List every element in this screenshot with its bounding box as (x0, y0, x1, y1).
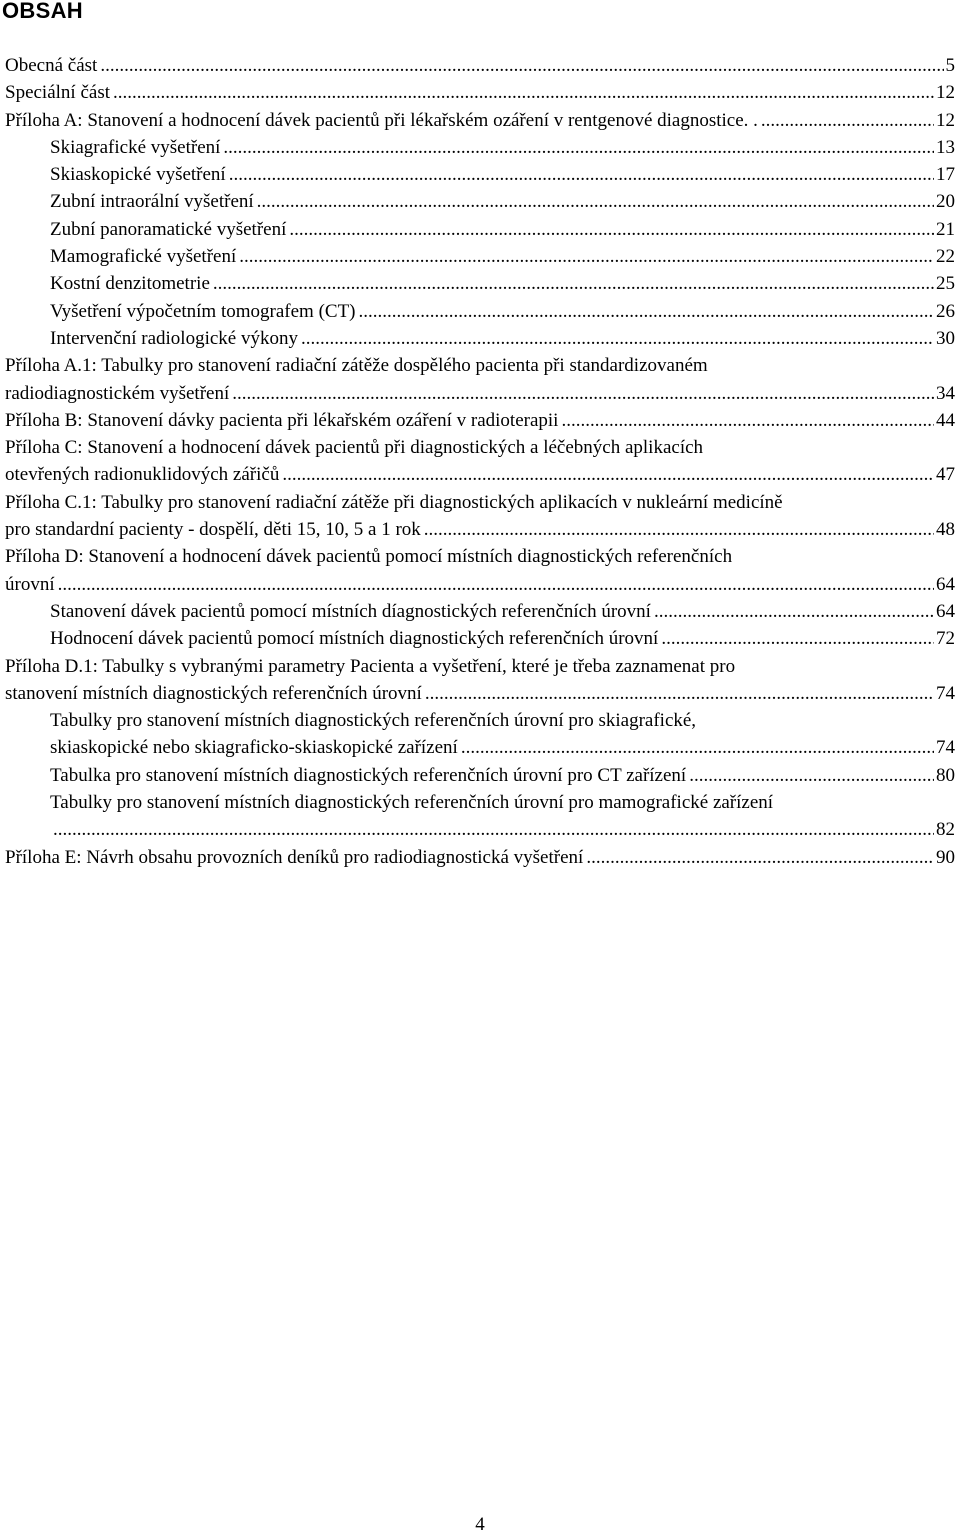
toc-page-number: 30 (936, 327, 955, 349)
toc-entry-title: Tabulka pro stanovení místních diagnostických referenčních úrovní pro CT zařízení (50, 764, 687, 786)
toc-dot-leader (561, 407, 934, 434)
toc-entry[interactable] (5, 762, 955, 789)
toc-entry-title: stanovení místních diagnostických referenčních úrovní (5, 682, 422, 704)
toc-entry[interactable] (5, 325, 955, 352)
toc-entry[interactable] (5, 188, 955, 215)
toc-entry[interactable] (5, 407, 955, 434)
toc-entry-first-line (5, 489, 955, 516)
toc-dot-leader (359, 298, 934, 325)
toc-entry-title: pro standardní pacienty - dospělí, děti 15, 10, 5 a 1 rok (5, 519, 421, 541)
toc-entry[interactable] (5, 270, 955, 297)
toc-entry[interactable] (5, 380, 955, 407)
toc-page-number: 48 (936, 519, 955, 541)
toc-dot-leader (232, 380, 934, 407)
toc-entry-title: Příloha A.1: Tabulky pro stanovení radiační zátěže dospělého pacienta při standardizovaném (5, 355, 708, 377)
toc-page-number: 64 (936, 600, 955, 622)
toc-entry[interactable] (5, 598, 955, 625)
toc-entry-title: Příloha C.1: Tabulky pro stanovení radiační zátěže při diagnostických aplikacích v nukleární medicíně (5, 491, 783, 513)
toc-dot-leader (424, 516, 934, 543)
toc-entry-title: Příloha C: Stanovení a hodnocení dávek pacientů při diagnostických a léčebných aplikacích (5, 437, 704, 459)
toc-entry[interactable] (5, 107, 955, 134)
toc-page-number: 12 (936, 82, 955, 104)
toc-entry-title: Zubní intraorální vyšetření (50, 191, 254, 213)
toc-dot-leader (761, 107, 934, 134)
toc-entry[interactable] (5, 298, 955, 325)
toc-entry[interactable] (5, 52, 955, 79)
toc-dot-leader (223, 134, 934, 161)
toc-entry[interactable] (5, 243, 955, 270)
toc-dot-leader (239, 243, 934, 270)
toc-entry[interactable] (5, 734, 955, 761)
toc-dot-leader (113, 79, 934, 106)
toc-page-number: 82 (936, 819, 955, 841)
toc-entry-title: Tabulky pro stanovení místních diagnostických referenčních úrovní pro skiagrafické, (50, 710, 697, 732)
toc-dot-leader (654, 598, 934, 625)
toc-page-number: 17 (936, 164, 955, 186)
toc-entry-title: Speciální část (5, 82, 110, 104)
toc-entry[interactable] (5, 625, 955, 652)
toc-dot-leader (461, 734, 934, 761)
toc-entry-title: Hodnocení dávek pacientů pomocí místních diagnostických referenčních úrovní (50, 628, 659, 650)
toc-page-number: 74 (936, 737, 955, 759)
toc-entry-title: Tabulky pro stanovení místních diagnostických referenčních úrovní pro mamografické zařízení (50, 792, 774, 814)
toc-entry-title: Příloha D.1: Tabulky s vybranými parametry Pacienta a vyšetření, které je třeba zaznamenat pro (5, 655, 736, 677)
toc-dot-leader (689, 762, 934, 789)
toc-dot-leader (257, 188, 934, 215)
toc-entry-first-line (5, 789, 955, 816)
toc-dot-leader (586, 844, 934, 871)
page-number: 4 (475, 1514, 485, 1535)
toc-dot-leader (229, 161, 934, 188)
toc-entry-title: Skiaskopické vyšetření (50, 164, 226, 186)
toc-entry-first-line (5, 543, 955, 570)
toc-entry-title: Kostní denzitometrie (50, 273, 210, 295)
toc-dot-leader (289, 216, 934, 243)
toc-page-number: 90 (936, 846, 955, 868)
toc-entry-first-line (5, 434, 955, 461)
toc-entry[interactable] (5, 516, 955, 543)
toc-dot-leader (213, 270, 934, 297)
toc-page-number: 25 (936, 273, 955, 295)
toc-page-number: 44 (936, 409, 955, 431)
toc-page-number: 12 (936, 109, 955, 131)
toc-entry-title: radiodiagnostickém vyšetření (5, 382, 230, 404)
toc-dot-leader (301, 325, 934, 352)
toc-entry-title: Příloha E: Návrh obsahu provozních deníků pro radiodiagnostická vyšetření (5, 846, 584, 868)
toc-dot-leader (282, 461, 934, 488)
toc-page-number: 26 (936, 300, 955, 322)
toc-page-number: 22 (936, 246, 955, 268)
page-heading: OBSAH (2, 0, 83, 23)
toc-dot-leader (425, 680, 934, 707)
toc-page-number: 80 (936, 764, 955, 786)
toc-page-number: 5 (945, 55, 955, 76)
toc-entry-title: Obecná část (5, 55, 98, 76)
toc-entry-title: úrovní (5, 573, 55, 595)
toc-page-number: 74 (936, 682, 955, 704)
toc-entry-first-line (5, 352, 955, 379)
toc-dot-leader (53, 816, 934, 843)
toc-page-number: 64 (936, 573, 955, 595)
toc-entry[interactable] (5, 816, 955, 843)
toc-page-number: 72 (936, 628, 955, 650)
toc-entry-title: Stanovení dávek pacientů pomocí místních díagnostických referenčních úrovní (50, 600, 651, 622)
toc-entry-title: Skiagrafické vyšetření (50, 136, 221, 158)
toc-entry[interactable] (5, 134, 955, 161)
toc-entry[interactable] (5, 461, 955, 488)
toc-page-number: 13 (936, 136, 955, 158)
toc-page-number: 47 (936, 464, 955, 486)
toc-entry-title: Intervenční radiologické výkony (50, 327, 298, 349)
toc-page-number: 34 (936, 382, 955, 404)
toc-dot-leader (661, 625, 934, 652)
toc-entry-title: skiaskopické nebo skiagraficko-skiaskopické zařízení (50, 737, 458, 759)
toc-entry-title: Příloha B: Stanovení dávky pacienta při lékařském ozáření v radioterapii (5, 409, 559, 431)
toc-entry-title: Zubní panoramatické vyšetření (50, 218, 287, 240)
toc-entry[interactable] (5, 844, 955, 871)
toc-entry[interactable] (5, 571, 955, 598)
toc-dot-leader (100, 52, 943, 79)
toc-entry-first-line (5, 707, 955, 734)
toc-dot-leader (58, 571, 934, 598)
toc-entry[interactable] (5, 161, 955, 188)
toc-page-number: 20 (936, 191, 955, 213)
toc-entry[interactable] (5, 680, 955, 707)
toc-entry-title: Mamografické vyšetření (50, 246, 237, 268)
toc-entry[interactable] (5, 79, 955, 106)
toc-entry[interactable] (5, 216, 955, 243)
table-of-contents (5, 52, 955, 871)
toc-entry-title: Vyšetření výpočetním tomografem (CT) (50, 300, 356, 322)
toc-entry-title: Příloha A: Stanovení a hodnocení dávek pacientů při lékařském ozáření v rentgenové diagnostice. . (5, 109, 758, 131)
toc-entry-title: Příloha D: Stanovení a hodnocení dávek pacientů pomocí místních diagnostických referenčních (5, 546, 733, 568)
toc-page-number: 21 (936, 218, 955, 240)
toc-entry-first-line (5, 653, 955, 680)
toc-entry-title: otevřených radionuklidových zářičů (5, 464, 280, 486)
